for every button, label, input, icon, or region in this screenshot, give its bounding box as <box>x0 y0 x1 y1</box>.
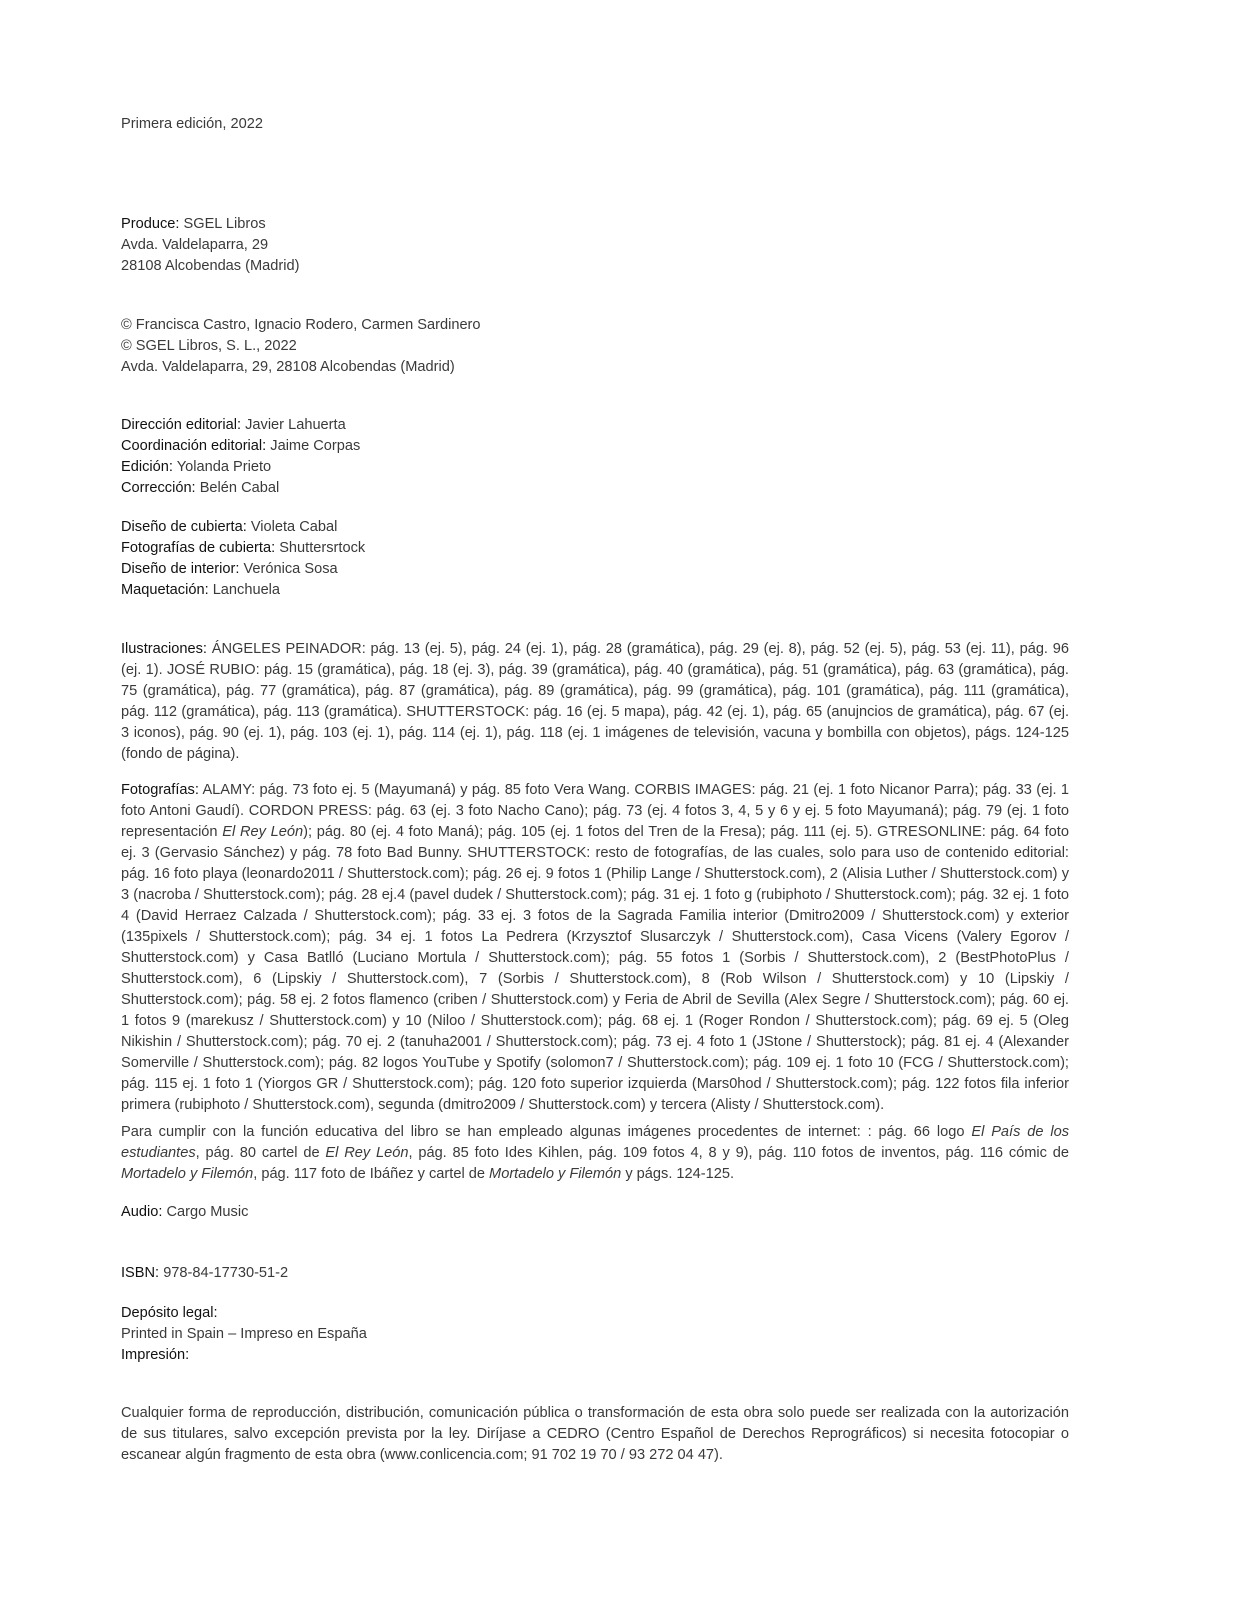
credit-cover-design <box>121 517 365 538</box>
audio-credit <box>121 1202 248 1223</box>
photos-paragraph <box>121 780 1069 1116</box>
credit-label: Fotografías de cubierta: <box>121 540 276 556</box>
credit-value: Javier Lahuerta <box>245 417 346 433</box>
printing-label: Impresión: <box>121 1347 190 1363</box>
illustrations-label: Ilustraciones: <box>121 641 207 657</box>
credit-label: Diseño de interior: <box>121 561 240 577</box>
internet-text-1: Para cumplir con la función educativa del libro se han empleado algunas imágenes procedentes de internet: : pág. 66 logo <box>121 1124 972 1140</box>
credit-cover-photos <box>121 538 365 559</box>
credit-value: Violeta Cabal <box>250 519 338 535</box>
legal-block <box>121 1303 367 1366</box>
isbn-label: ISBN: <box>121 1265 160 1281</box>
credit-label: Corrección: <box>121 480 196 496</box>
credit-interior-design <box>121 559 365 580</box>
produce-value: SGEL Libros <box>183 216 266 232</box>
credit-label: Coordinación editorial: <box>121 438 267 454</box>
isbn-credit <box>121 1263 288 1284</box>
photos-italic-title: El Rey León <box>222 824 304 840</box>
edition-text: Primera edición, 2022 <box>121 116 263 132</box>
credit-value: Yolanda Prieto <box>176 459 272 475</box>
rights-notice <box>121 1403 1069 1466</box>
illustrations-paragraph <box>121 639 1069 765</box>
legal-deposit-label: Depósito legal: <box>121 1305 218 1321</box>
internet-italic-2: El Rey León <box>325 1145 409 1161</box>
credit-editorial-coordination <box>121 436 360 457</box>
credit-value: Lanchuela <box>212 582 281 598</box>
copyright-block <box>121 315 481 378</box>
credit-label: Edición: <box>121 459 173 475</box>
photos-text-2: ); pág. 80 (ej. 4 foto Maná); pág. 105 (ej. 1 fotos del Tren de la Fresa); pág. 111 (ej. 5). GTRESONLINE: pág. 64 foto ej. 3 (Gervasio Sánchez) y pág. 78 foto Bad Bunny. SHUTTERSTOCK: resto de fotografías, de las cuales, solo para uso de contenido editorial: pág. 16 foto playa (leonardo2011 / Shutterstock.com); pág. 26 ej. 9 fotos 1 (Philip Lange / Shutterstock.com), 2 (Alisia Luther / Shutterstock.com) y 3 (nacroba / Shutterstock.com); pág. 28 ej.4 (pavel dudek / Shutterstock.com); pág. 31 ej. 1 foto g (rubiphoto / Shutterstock.com); pág. 32 ej. 1 foto 4 (David Herraez Calzada / Shutterstock.com); pág. 33 ej. 3 fotos de la Sagrada Familia interior (Dmitro2009 / Shutterstock.com) y exterior (135pixels / Shutterstock.com); pág. 34 ej. 1 fotos La Pedrera (Krzysztof Slusarczyk / Shutterstock.com), Casa Vicens (Valery Egorov / Shutterstock.com) y Casa Batlló (Luciano Mortula / Shutterstock.com); pág. 55 fotos 1 (Sorbis / Shutterstock.com), 2 (BestPhotoPlus / Shutterstock.com), 6 (Lipskiy / Shutterstock.com), 7 (Sorbis / Shutterstock.com), 8 (Rob Wilson / Shutterstock.com) y 10 (Lipskiy / Shutterstock.com); pág. 58 ej. 2 fotos flamenco (criben / Shutterstock.com) y Feria de Abril de Sevilla (Alex Segre / Shutterstock.com); pág. 60 ej. 1 fotos 9 (marekusz / Shutterstock.com) y 10 (Niloo / Shutterstock.com); pág. 68 ej. 1 (Roger Rondon / Shutterstock.com); pág. 69 ej. 5 (Oleg Nikishin / Shutterstock.com); pág. 70 ej. 2 (tanuha2001 / Shutterstock.com); pág. 73 ej. 4 foto 1 (JStone / Shutterstock); pág. 81 ej. 4 (Alexander Somerville / Shutterstock.com); pág. 82 logos YouTube y Spotify (solomon7 / Shutterstock.com); pág. 109 ej. 1 foto 10 (FCG / Shutterstock.com); pág. 115 ej. 1 foto 1 (Yiorgos GR / Shutterstock.com); pág. 120 foto superior izquierda (Mars0hod / Shutterstock.com); pág. 122 fotos fila inferior primera (rubiphoto / Shutterstock.com), segunda (dmitro2009 / Shutterstock.com) y tercera (Alisty / Shutterstock.com). <box>121 824 1069 1113</box>
produce-block <box>121 214 299 277</box>
internet-italic-4: Mortadelo y Filemón <box>489 1166 622 1182</box>
produce-address-2: 28108 Alcobendas (Madrid) <box>121 258 300 274</box>
audio-value: Cargo Music <box>166 1204 249 1220</box>
design-credits <box>121 517 365 601</box>
audio-label: Audio: <box>121 1204 163 1220</box>
edition-line <box>121 114 263 135</box>
audio-line <box>121 1202 248 1223</box>
illustrations-text: ÁNGELES PEINADOR: pág. 13 (ej. 5), pág. 24 (ej. 1), pág. 28 (gramática), pág. 29 (ej. 8), pág. 52 (ej. 5), pág. 53 (ej. 11), pág. 96 (ej. 1). JOSÉ RUBIO: pág. 15 (gramática), pág. 18 (ej. 3), pág. 39 (gramática), pág. 40 (gramática), pág. 51 (gramática), pág. 63 (gramática), pág. 75 (gramática), pág. 77 (gramática), pág. 87 (gramática), pág. 89 (gramática), pág. 99 (gramática), pág. 101 (gramática), pág. 111 (gramática), pág. 112 (gramática), pág. 113 (gramática). SHUTTERSTOCK: pág. 16 (ej. 5 mapa), pág. 42 (ej. 1), pág. 65 (anujncios de gramática), pág. 67 (ej. 3 iconos), pág. 90 (ej. 1), pág. 103 (ej. 1), pág. 114 (ej. 1), pág. 118 (ej. 1 imágenes de televisión, vacuna y bombilla con objetos), págs. 124-125 (fondo de página). <box>121 641 1069 762</box>
internet-text-5: y págs. 124-125. <box>621 1166 735 1182</box>
internet-images-paragraph <box>121 1122 1069 1185</box>
photos-label: Fotografías: <box>121 782 199 798</box>
rights-notice-text: Cualquier forma de reproducción, distribución, comunicación pública o transformación de esta obra solo puede ser realizada con la autorización de sus titulares, salvo excepción prevista por la ley. Diríjase a CEDRO (Centro Español de Derechos Reprográficos) si necesita fotocopiar o escanear algún fragmento de esta obra (www.conlicencia.com; 91 702 19 70 / 93 272 04 47). <box>121 1405 1069 1463</box>
credit-edition <box>121 457 360 478</box>
internet-text-2: , pág. 80 cartel de <box>195 1145 326 1161</box>
credit-correction <box>121 478 360 499</box>
credit-label: Dirección editorial: <box>121 417 242 433</box>
produce-label: Produce: <box>121 216 180 232</box>
produce-line <box>121 214 299 235</box>
copyright-address: Avda. Valdelaparra, 29, 28108 Alcobendas (Madrid) <box>121 359 455 375</box>
photos-text-1: ALAMY: pág. 73 foto ej. 5 (Mayumaná) y pág. 85 foto Vera Wang. CORBIS IMAGES: pág. 21 (ej. 1 foto Nicanor Parra); pág. 33 (ej. 1 foto Antoni Gaudí). CORDON PRESS: pág. 63 (ej. 3 foto Nacho Cano); pág. 73 (ej. 4 fotos 3, 4, 5 y 6 y ej. 5 foto Mayumaná); pág. 79 (ej. 1 foto representación <box>121 782 1069 840</box>
copyright-publisher: © SGEL Libros, S. L., 2022 <box>121 338 297 354</box>
produce-address-1: Avda. Valdelaparra, 29 <box>121 237 269 253</box>
isbn-line <box>121 1263 288 1284</box>
internet-italic-1: El País de los estudiantes <box>121 1124 1070 1161</box>
internet-text-4: , pág. 117 foto de Ibáñez y cartel de <box>253 1166 490 1182</box>
isbn-value: 978-84-17730-51-2 <box>163 1265 289 1281</box>
copyright-authors: © Francisca Castro, Ignacio Rodero, Carmen Sardinero <box>121 317 481 333</box>
printed-in-spain: Printed in Spain – Impreso en España <box>121 1326 367 1342</box>
credit-editorial-direction <box>121 415 360 436</box>
editorial-credits <box>121 415 360 499</box>
internet-text-3: , pág. 85 foto Ides Kihlen, pág. 109 fotos 4, 8 y 9), pág. 110 fotos de inventos, pág. 116 cómic de <box>408 1145 1069 1161</box>
credit-value: Jaime Corpas <box>270 438 361 454</box>
credit-value: Shuttersrtock <box>279 540 366 556</box>
credit-value: Belén Cabal <box>199 480 280 496</box>
credit-label: Diseño de cubierta: <box>121 519 247 535</box>
credit-layout <box>121 580 365 601</box>
credit-value: Verónica Sosa <box>243 561 338 577</box>
internet-italic-3: Mortadelo y Filemón <box>121 1166 254 1182</box>
credit-label: Maquetación: <box>121 582 209 598</box>
